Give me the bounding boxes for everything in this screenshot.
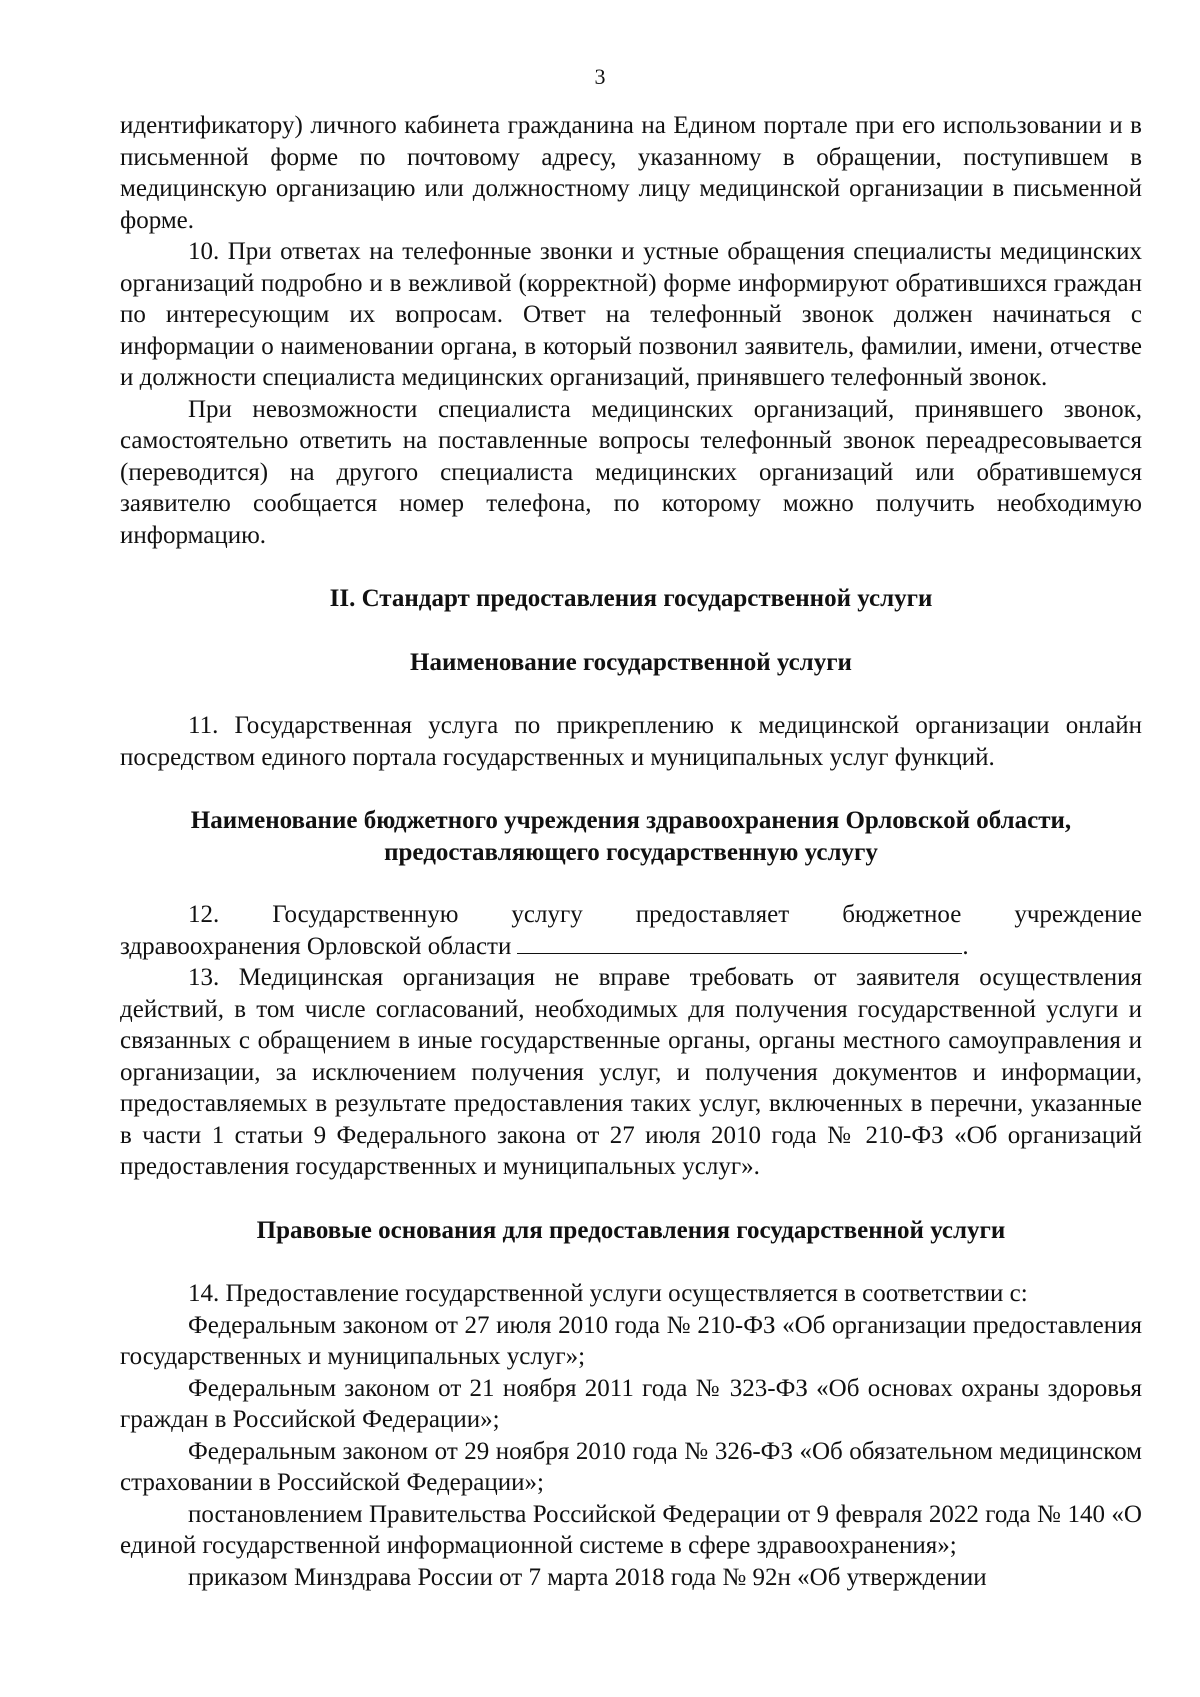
paragraph-12-line1 [120, 899, 1142, 931]
section-heading-standard: II. Стандарт предоставления государственной услуги [329, 585, 933, 612]
heading-institution-line2: предоставляющего государственную услугу [384, 838, 878, 866]
p12-word: 12. [188, 901, 220, 928]
paragraph-11: 11. Государственная услуга по прикреплению к медицинской организации онлайн посредством единого портала государственных и муниципальных услуг функций. [120, 712, 1142, 771]
paragraph-14: 14. Предоставление государственной услуги осуществляется в соответствии с: [188, 1280, 1028, 1307]
legal-basis-item-1: Федеральным законом от 27 июля 2010 года № 210-ФЗ «Об организации предоставления государственных и муниципальных услуг»; [120, 1311, 1142, 1370]
legal-basis-item-5: приказом Минздрава России от 7 марта 2018 года № 92н «Об утверждении [188, 1563, 987, 1591]
heading-service-name: Наименование государственной услуги [410, 648, 852, 676]
p12-word: услугу [511, 901, 583, 928]
paragraph-redirect: При невозможности специалиста медицинских организаций, принявшего звонок, самостоятельно ответить на поставленные вопросы телефонный звонок переадресовывается (переводится) на другого специалиста медицинских организаций или обратившемуся заявителю сообщается номер телефона, по которому можно получить необходимую информацию. [120, 395, 1142, 549]
paragraph-10: 10. При ответах на телефонные звонки и устные обращения специалисты медицинских организаций подробно и в вежливой (корректной) форме информируют обратившихся граждан по интересующим их вопросам. Ответ на телефонный звонок должен начинаться с информации о наименовании органа, в который позвонил заявитель, фамилии, имени, отчестве и должности специалиста медицинских организаций, принявшего телефонный звонок. [120, 238, 1142, 391]
legal-basis-item-4: постановлением Правительства Российской Федерации от 9 февраля 2022 года № 140 «О единой государственной информационной системе в сфере здравоохранения»; [120, 1500, 1142, 1559]
p12-word: Государственную [272, 901, 459, 928]
p12-institution-label: здравоохранения Орловской области [120, 932, 512, 960]
paragraph-13: 13. Медицинская организация не вправе требовать от заявителя осуществления действий, в том числе согласований, необходимых для получения государственной услуги и связанных с обращением в иные государственные органы, органы местного самоуправления и организации, за исключением получения услуг, и получения документов и информации, предоставляемых в результате предоставления таких услуг, включенных в перечни, указанные в части 1 статьи 9 Федерального закона от 27 июля 2010 года № 210-ФЗ «Об организаций предоставления государственных и муниципальных услуг». [120, 964, 1142, 1180]
p12-word: учреждение [1014, 901, 1142, 928]
p12-period: . [962, 932, 969, 960]
document-body [120, 110, 1142, 1593]
legal-basis-item-2: Федеральным законом от 21 ноября 2011 года № 323-ФЗ «Об основах охраны здоровья граждан в Российской Федерации»; [120, 1374, 1142, 1433]
p12-word: предоставляет [635, 901, 790, 928]
paragraph-12-line2 [120, 931, 1142, 963]
page-number: 3 [594, 64, 606, 89]
blank-underline-field [517, 931, 962, 954]
heading-legal-basis: Правовые основания для предоставления государственной услуги [256, 1216, 1006, 1244]
legal-basis-item-3: Федеральным законом от 29 ноября 2010 года № 326-ФЗ «Об обязательном медицинском страховании в Российской Федерации»; [120, 1437, 1142, 1496]
heading-institution-line1: Наименование бюджетного учреждения здравоохранения Орловской области, [190, 807, 1072, 834]
p12-word: бюджетное [842, 901, 962, 928]
paragraph-contact-continuation: идентификатору) личного кабинета гражданина на Едином портале при его использовании и в письменной форме по почтовому адресу, указанному в обращении, поступившем в медицинскую организацию или должностному лицу медицинской организации в письменной форме. [120, 112, 1142, 234]
